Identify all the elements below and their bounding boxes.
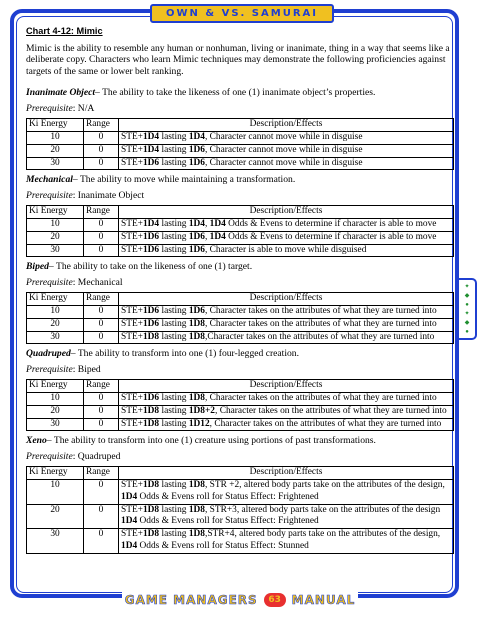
ki-energy-cell: 10 xyxy=(27,393,84,406)
prerequisite-value: Quadruped xyxy=(77,451,121,463)
effects-table xyxy=(26,466,454,553)
column-header: Ki Energy xyxy=(27,119,84,132)
effect-cell: STE+1D4 lasting 1D4, 1D4 Odds & Evens to determine if character is able to move xyxy=(119,219,454,232)
range-cell: 0 xyxy=(84,393,119,406)
ki-energy-cell: 30 xyxy=(27,529,84,554)
mimic-section xyxy=(26,261,454,344)
effect-cell: STE+1D4 lasting 1D6, Character cannot move while in disguise xyxy=(119,144,454,157)
chart-title: Chart 4-12: Mimic xyxy=(26,26,103,36)
table-header-row xyxy=(27,119,454,132)
ki-energy-cell: 10 xyxy=(27,219,84,232)
range-cell: 0 xyxy=(84,529,119,554)
tab-glyph-icon: ◆ xyxy=(464,319,470,326)
table-row xyxy=(27,405,454,418)
section-name: Biped xyxy=(26,261,49,273)
column-header: Description/Effects xyxy=(119,206,454,219)
prerequisite-label: Prerequisite xyxy=(26,451,73,463)
effects-table xyxy=(26,118,454,170)
ki-energy-cell: 30 xyxy=(27,331,84,344)
footer-banner xyxy=(122,592,358,608)
ki-energy-cell: 30 xyxy=(27,418,84,431)
page-content xyxy=(26,26,454,558)
effect-cell: STE+1D8 lasting 1D8, STR +2, altered body parts take on the attributes of the design, 1D4 Odds & Evens roll for Status Effect: Frightened xyxy=(119,480,454,505)
section-title: Mechanical– The ability to move while maintaining a transformation. xyxy=(26,174,296,186)
column-header: Range xyxy=(84,119,119,132)
effect-cell: STE+1D6 lasting 1D6, Character is able to move while disguised xyxy=(119,244,454,257)
ki-energy-cell: 20 xyxy=(27,318,84,331)
effect-cell: STE+1D6 lasting 1D6, Character takes on the attributes of what they are turned into xyxy=(119,306,454,319)
range-cell: 0 xyxy=(84,418,119,431)
table-header-row xyxy=(27,206,454,219)
range-cell: 0 xyxy=(84,244,119,257)
column-header: Ki Energy xyxy=(27,380,84,393)
effect-cell: STE+1D8 lasting 1D8,Character takes on the attributes of what they are turned into xyxy=(119,331,454,344)
page-number: 63 xyxy=(264,593,286,607)
range-cell: 0 xyxy=(84,219,119,232)
table-row xyxy=(27,157,454,170)
section-title: Quadruped– The ability to transform into one (1) four-legged creation. xyxy=(26,348,300,360)
tab-glyph-icon: ✦ xyxy=(464,283,470,290)
intro-paragraph: Mimic is the ability to resemble any human or nonhuman, living or inanimate, thing in a way that seems like a deliberate copy. Characters who learn Mimic techniques may demonstrate the following proficiencies against targets of the same or lower belt ranking. xyxy=(26,42,450,78)
effect-cell: STE+1D6 lasting 1D8, Character takes on the attributes of what they are turned into xyxy=(119,318,454,331)
table-row xyxy=(27,231,454,244)
prerequisite-value: Biped xyxy=(77,364,101,376)
table-row xyxy=(27,480,454,505)
table-row xyxy=(27,529,454,554)
mimic-section xyxy=(26,87,454,170)
effect-cell: STE+1D6 lasting 1D8, Character takes on the attributes of what they are turned into xyxy=(119,393,454,406)
table-row xyxy=(27,219,454,232)
ki-energy-cell: 10 xyxy=(27,132,84,145)
mimic-section xyxy=(26,348,454,431)
table-header-row xyxy=(27,380,454,393)
effect-cell: STE+1D8 lasting 1D8, STR+3, altered body parts take on the attributes of the design 1D4 Odds & Evens roll for Status Effect: Frightened xyxy=(119,504,454,529)
section-title: Xeno– The ability to transform into one (1) creature using portions of past transformations. xyxy=(26,435,376,447)
effects-table xyxy=(26,205,454,257)
range-cell: 0 xyxy=(84,231,119,244)
effect-cell: STE+1D8 lasting 1D12, Character takes on the attributes of what they are turned into xyxy=(119,418,454,431)
section-description: The ability to transform into one (1) creature using portions of past transformations. xyxy=(53,435,376,447)
table-row xyxy=(27,306,454,319)
column-header: Description/Effects xyxy=(119,119,454,132)
prerequisite-label: Prerequisite xyxy=(26,364,73,376)
section-description: The ability to move while maintaining a transformation. xyxy=(79,174,296,186)
column-header: Ki Energy xyxy=(27,293,84,306)
table-row xyxy=(27,144,454,157)
sections-container xyxy=(26,87,454,553)
tab-glyph-icon: ◆ xyxy=(464,292,470,299)
section-name: Inanimate Object xyxy=(26,87,96,99)
table-row xyxy=(27,504,454,529)
section-description: The ability to take on the likeness of one (1) target. xyxy=(55,261,253,273)
section-name: Xeno xyxy=(26,435,47,447)
table-row xyxy=(27,132,454,145)
section-title: Biped– The ability to take on the likeness of one (1) target. xyxy=(26,261,253,273)
range-cell: 0 xyxy=(84,480,119,505)
column-header: Range xyxy=(84,467,119,480)
effect-cell: STE+1D8 lasting 1D8,STR+4, altered body parts take on the attributes of the design, 1D4 Odds & Evens roll for Status Effect: Stunned xyxy=(119,529,454,554)
table-row xyxy=(27,244,454,257)
ki-energy-cell: 20 xyxy=(27,405,84,418)
range-cell: 0 xyxy=(84,331,119,344)
prerequisite: Prerequisite: Inanimate Object xyxy=(26,190,145,202)
effect-cell: STE+1D6 lasting 1D6, Character cannot move while in disguise xyxy=(119,157,454,170)
column-header: Range xyxy=(84,206,119,219)
column-header: Range xyxy=(84,293,119,306)
prerequisite: Prerequisite: Mechanical xyxy=(26,277,123,289)
range-cell: 0 xyxy=(84,306,119,319)
tab-glyph-icon: ✦ xyxy=(464,310,470,317)
prerequisite: Prerequisite: Biped xyxy=(26,364,101,376)
section-title: Inanimate Object– The ability to take the likeness of one (1) inanimate object’s properties. xyxy=(26,87,376,99)
table-header-row xyxy=(27,293,454,306)
section-name: Mechanical xyxy=(26,174,73,186)
prerequisite-value: Inanimate Object xyxy=(77,190,145,202)
column-header: Ki Energy xyxy=(27,206,84,219)
column-header: Range xyxy=(84,380,119,393)
side-tab xyxy=(459,278,477,340)
ki-energy-cell: 10 xyxy=(27,306,84,319)
footer-right-word: MANUAL xyxy=(291,593,356,607)
ki-energy-cell: 20 xyxy=(27,144,84,157)
mimic-section xyxy=(26,174,454,257)
prerequisite-label: Prerequisite xyxy=(26,190,73,202)
range-cell: 0 xyxy=(84,504,119,529)
table-row xyxy=(27,393,454,406)
range-cell: 0 xyxy=(84,405,119,418)
ki-energy-cell: 20 xyxy=(27,231,84,244)
prerequisite: Prerequisite: Quadruped xyxy=(26,451,121,463)
table-header-row xyxy=(27,467,454,480)
range-cell: 0 xyxy=(84,144,119,157)
column-header: Description/Effects xyxy=(119,467,454,480)
tab-glyph-icon: ● xyxy=(465,301,469,308)
column-header: Description/Effects xyxy=(119,293,454,306)
tab-glyph-icon: ● xyxy=(465,328,469,335)
prerequisite-value: Mechanical xyxy=(77,277,123,289)
effect-cell: STE+1D4 lasting 1D4, Character cannot move while in disguise xyxy=(119,132,454,145)
section-name: Quadruped xyxy=(26,348,71,360)
range-cell: 0 xyxy=(84,157,119,170)
prerequisite-value: N/A xyxy=(77,103,95,115)
effect-cell: STE+1D6 lasting 1D6, 1D4 Odds & Evens to determine if character is able to move xyxy=(119,231,454,244)
section-description: The ability to take the likeness of one (1) inanimate object’s properties. xyxy=(102,87,376,99)
effects-table xyxy=(26,379,454,431)
footer-left-word: GAME MANAGERS xyxy=(124,593,258,607)
ki-energy-cell: 30 xyxy=(27,244,84,257)
prerequisite: Prerequisite: N/A xyxy=(26,103,95,115)
range-cell: 0 xyxy=(84,318,119,331)
ki-energy-cell: 20 xyxy=(27,504,84,529)
section-description: The ability to transform into one (1) four-legged creation. xyxy=(77,348,300,360)
column-header: Ki Energy xyxy=(27,467,84,480)
ki-energy-cell: 30 xyxy=(27,157,84,170)
prerequisite-label: Prerequisite xyxy=(26,277,73,289)
mimic-section xyxy=(26,435,454,553)
effects-table xyxy=(26,292,454,344)
table-row xyxy=(27,318,454,331)
header-banner: OWN & VS. SAMURAI xyxy=(150,4,334,23)
table-row xyxy=(27,418,454,431)
range-cell: 0 xyxy=(84,132,119,145)
table-row xyxy=(27,331,454,344)
effect-cell: STE+1D8 lasting 1D8+2, Character takes on the attributes of what they are turned into xyxy=(119,405,454,418)
column-header: Description/Effects xyxy=(119,380,454,393)
prerequisite-label: Prerequisite xyxy=(26,103,73,115)
ki-energy-cell: 10 xyxy=(27,480,84,505)
